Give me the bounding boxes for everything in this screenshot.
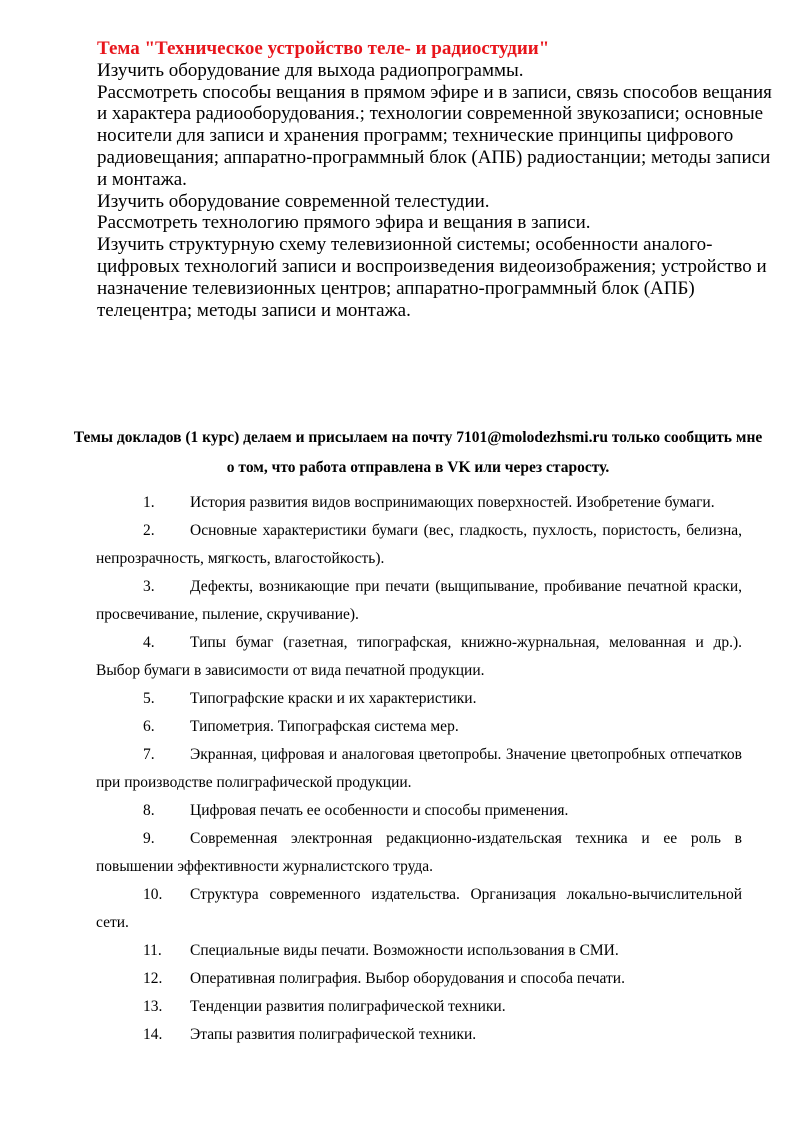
- list-item-text: Этапы развития полиграфической техники.: [190, 1026, 477, 1043]
- list-item-number: 5.: [143, 690, 155, 707]
- list-item-text: Оперативная полиграфия. Выбор оборудования и способа печати.: [190, 970, 625, 987]
- list-item-text: Структура современного издательства. Организация локально-вычислительной сети.: [96, 886, 742, 931]
- report-topics-list: [96, 489, 742, 1049]
- list-item-text: Специальные виды печати. Возможности использования в СМИ.: [190, 942, 619, 959]
- paragraph: Изучить оборудование современной телестудии.: [97, 190, 490, 212]
- topic-title: Тема "Техническое устройство теле- и радиостудии": [97, 38, 550, 59]
- list-item-number: 8.: [143, 802, 155, 819]
- report-topics-heading: Темы докладов (1 курс) делаем и присылаем на почту 7101@molodezhsmi.ru только сообщить мне о том, что работа отправлена в VK или через старосту.: [73, 429, 763, 476]
- list-item: [96, 741, 742, 797]
- list-item: [96, 685, 742, 713]
- list-item: [96, 517, 742, 573]
- list-item-number: 6.: [143, 718, 155, 735]
- list-item-number: 7.: [143, 746, 155, 763]
- list-item: [96, 713, 742, 741]
- list-item: [96, 573, 742, 629]
- list-item-text: Экранная, цифровая и аналоговая цветопробы. Значение цветопробных отпечатков при производстве полиграфической продукции.: [96, 746, 742, 791]
- list-item-number: 14.: [143, 1026, 163, 1043]
- list-item-text: Дефекты, возникающие при печати (выщипывание, пробивание печатной краски, просвечивание, пыление, скручивание).: [96, 578, 742, 623]
- list-item-number: 13.: [143, 998, 163, 1015]
- list-item-number: 3.: [143, 578, 155, 595]
- list-item-text: История развития видов воспринимающих поверхностей. Изобретение бумаги.: [190, 494, 715, 511]
- paragraph: Изучить оборудование для выхода радиопрограммы.: [97, 59, 524, 81]
- topic-block: [97, 38, 777, 321]
- list-item-text: Типометрия. Типографская система мер.: [190, 718, 459, 735]
- list-item-number: 2.: [143, 522, 155, 539]
- list-item-number: 11.: [143, 942, 162, 959]
- list-item-number: 10.: [143, 886, 163, 903]
- list-item: [96, 825, 742, 881]
- paragraph: Рассмотреть технологию прямого эфира и вещания в записи.: [97, 212, 591, 234]
- list-item-number: 4.: [143, 634, 155, 651]
- list-item: [96, 489, 742, 517]
- list-item-text: Современная электронная редакционно-издательская техника и ее роль в повышении эффективности журналистского труда.: [96, 830, 742, 875]
- paragraph: Рассмотреть способы вещания в прямом эфире и в записи, связь способов вещания и характера радиооборудования.; технологии современной звукозаписи; основные носители для записи и хранения программ; технические принципы цифрового радиовещания; аппаратно-программный блок (АПБ) радиостанции; методы записи и монтажа.: [97, 81, 772, 190]
- list-item: [96, 1021, 742, 1049]
- list-item-number: 9.: [143, 830, 155, 847]
- list-item: [96, 965, 742, 993]
- list-item-number: 12.: [143, 970, 163, 987]
- list-item: [96, 993, 742, 1021]
- list-item: [96, 629, 742, 685]
- list-item-text: Типографские краски и их характеристики.: [190, 690, 477, 707]
- list-item-text: Цифровая печать ее особенности и способы применения.: [190, 802, 569, 819]
- list-item-number: 1.: [143, 494, 155, 511]
- list-item-text: Основные характеристики бумаги (вес, гладкость, пухлость, пористость, белизна, непрозрачность, мягкость, влагостойкость).: [96, 522, 742, 567]
- list-item: [96, 937, 742, 965]
- list-item-text: Типы бумаг (газетная, типографская, книжно-журнальная, мелованная и др.). Выбор бумаги в зависимости от вида печатной продукции.: [96, 634, 742, 679]
- paragraph: Изучить структурную схему телевизионной системы; особенности аналого-цифровых технологий записи и воспроизведения видеоизображения; устройство и назначение телевизионных центров; аппаратно-программный блок (АПБ) телецентра; методы записи и монтажа.: [97, 234, 767, 321]
- list-item: [96, 881, 742, 937]
- list-item: [96, 797, 742, 825]
- list-item-text: Тенденции развития полиграфической техники.: [190, 998, 506, 1015]
